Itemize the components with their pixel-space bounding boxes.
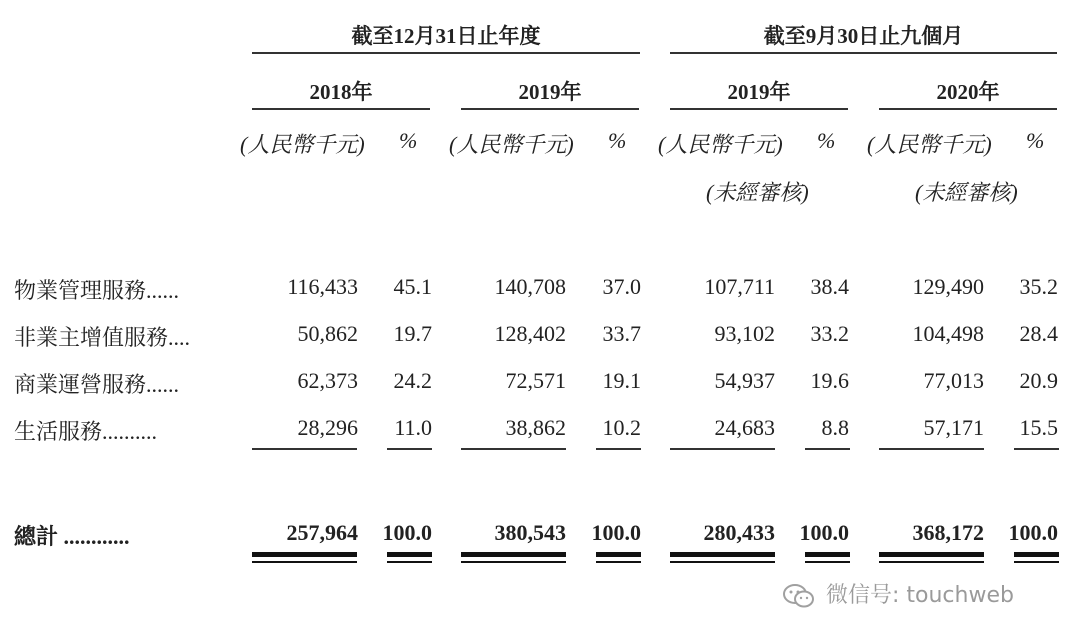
cell-r0-c2: 140,708 [494,274,566,299]
total-c2: 380,543 [494,520,566,545]
total-underline-thick-c3 [596,552,641,557]
total-underline-thin-c4 [670,561,775,563]
subtotal-rule-c6 [879,448,984,450]
cell-r1-c6: 104,498 [912,321,984,346]
unit-pct-1: % [399,128,418,153]
total-underline-thick-c4 [670,552,775,557]
unit-pct-4: % [1026,128,1045,153]
cell-r3-c0: 28,296 [297,415,358,440]
total-underline-thin-c7 [1014,561,1059,563]
cell-r1-c3: 33.7 [602,321,641,346]
total-underline-thin-c2 [461,561,566,563]
total-underline-thin-c1 [387,561,432,563]
year-rule-1 [252,108,430,110]
subtotal-rule-c1 [387,448,432,450]
unit-pct-2: % [608,128,627,153]
wechat-icon [782,582,816,615]
year-rule-3 [670,108,848,110]
cell-r2-c7: 20.9 [1019,368,1058,393]
total-c6: 368,172 [912,520,984,545]
cell-r3-c2: 38,862 [505,415,566,440]
total-underline-thick-c0 [252,552,357,557]
cell-r3-c3: 10.2 [602,415,641,440]
watermark-text: 微信号: touchweb [826,583,1014,608]
unit-amount-1: (人民幣千元) [240,132,365,157]
cell-r1-c0: 50,862 [297,321,358,346]
cell-r2-c5: 19.6 [810,368,849,393]
subtotal-rule-c5 [805,448,850,450]
total-c1: 100.0 [382,520,432,545]
total-underline-thin-c0 [252,561,357,563]
cell-r1-c4: 93,102 [714,321,775,346]
cell-r2-c3: 19.1 [602,368,641,393]
cell-r0-c5: 38.4 [810,274,849,299]
year-header-2019-annual: 2019年 [518,80,582,104]
cell-r0-c1: 45.1 [393,274,432,299]
total-underline-thick-c5 [805,552,850,557]
subtotal-rule-c7 [1014,448,1059,450]
row-label-property-management: 物業管理服務...... [14,278,180,303]
total-label: 總計 ............ [14,524,130,549]
cell-r3-c1: 11.0 [394,415,432,440]
total-c3: 100.0 [591,520,641,545]
unaudited-note-2: (未經審核) [915,180,1018,205]
cell-r2-c6: 77,013 [923,368,984,393]
group-rule-2 [670,52,1057,54]
cell-r3-c4: 24,683 [714,415,775,440]
subtotal-rule-c3 [596,448,641,450]
cell-r1-c2: 128,402 [494,321,566,346]
total-c4: 280,433 [703,520,775,545]
watermark [782,578,1014,615]
group-header-year: 截至12月31日止年度 [351,24,541,48]
cell-r0-c0: 116,433 [287,274,358,299]
unit-amount-4: (人民幣千元) [867,132,992,157]
unit-amount-3: (人民幣千元) [658,132,783,157]
cell-r2-c4: 54,937 [714,368,775,393]
subtotal-rule-c0 [252,448,357,450]
cell-r1-c7: 28.4 [1019,321,1058,346]
subtotal-rule-c2 [461,448,566,450]
year-header-2018: 2018年 [309,80,373,104]
year-rule-4 [879,108,1057,110]
group-header-nine-months: 截至9月30日止九個月 [763,24,964,48]
cell-r3-c5: 8.8 [821,415,849,440]
cell-r1-c1: 19.7 [393,321,432,346]
year-rule-2 [461,108,639,110]
cell-r1-c5: 33.2 [810,321,849,346]
cell-r2-c1: 24.2 [393,368,432,393]
unit-amount-2: (人民幣千元) [449,132,574,157]
cell-r0-c3: 37.0 [602,274,641,299]
total-underline-thick-c6 [879,552,984,557]
total-underline-thick-c1 [387,552,432,557]
cell-r0-c7: 35.2 [1019,274,1058,299]
cell-r0-c4: 107,711 [704,274,775,299]
unit-pct-3: % [817,128,836,153]
row-label-living-services: 生活服務.......... [14,419,158,444]
year-header-2019-nine-months: 2019年 [727,80,791,104]
group-rule-1 [252,52,640,54]
total-underline-thin-c3 [596,561,641,563]
total-underline-thin-c6 [879,561,984,563]
cell-r2-c2: 72,571 [505,368,566,393]
unaudited-note-1: (未經審核) [706,180,809,205]
total-c0: 257,964 [286,520,358,545]
total-underline-thick-c2 [461,552,566,557]
total-underline-thin-c5 [805,561,850,563]
subtotal-rule-c4 [670,448,775,450]
cell-r2-c0: 62,373 [297,368,358,393]
cell-r3-c7: 15.5 [1019,415,1058,440]
total-underline-thick-c7 [1014,552,1059,557]
cell-r0-c6: 129,490 [912,274,984,299]
row-label-commercial-operation: 商業運營服務...... [14,372,180,397]
row-label-non-owner-value-added: 非業主增值服務.... [14,325,191,350]
year-header-2020: 2020年 [936,80,1000,104]
cell-r3-c6: 57,171 [923,415,984,440]
total-c7: 100.0 [1008,520,1058,545]
total-c5: 100.0 [799,520,849,545]
